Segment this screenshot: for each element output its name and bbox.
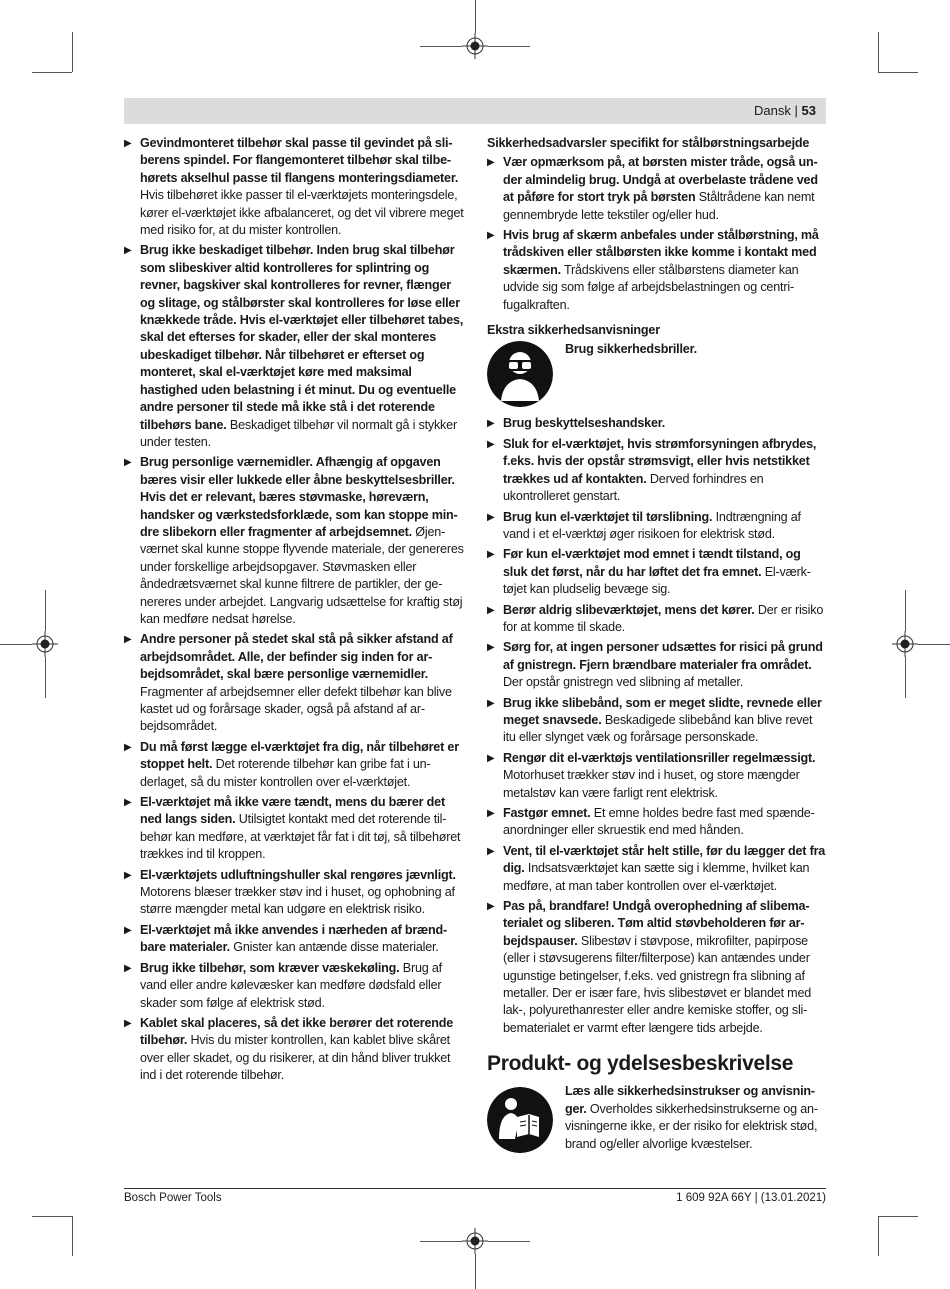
item-bold-text: Før kun el-værktøjet mod emnet i tændt tilstand, og sluk det først, når du har løftet det fra emnet. (503, 547, 801, 579)
bullet-icon: ▶ (124, 634, 132, 646)
safety-goggles-icon (487, 341, 553, 407)
crop-mark (878, 1216, 918, 1217)
footer-brand: Bosch Power Tools (124, 1192, 222, 1204)
item-text: Et emne holdes bedre fast med spændeanordninger eller skruestik end med hånden. (503, 806, 815, 838)
crop-mark (878, 1216, 879, 1256)
item-text: Hvis du mister kontrollen, kan kablet blive skåret over eller skadet, og du risikerer, at din hånd bliver trukket ind i det roterende tilbehør. (140, 1033, 451, 1083)
list-item (487, 227, 827, 314)
page-header (754, 103, 816, 118)
bullet-icon: ▶ (487, 438, 495, 450)
crop-mark (488, 46, 530, 47)
item-text: Ståltrådene kan nemt gennembryde lette tekstiler og/eller hud. (503, 190, 815, 222)
list-item (124, 794, 464, 864)
extra-heading: Ekstra sikkerhedsanvisninger (487, 323, 660, 338)
bullet-icon: ▶ (487, 752, 495, 764)
bullet-icon: ▶ (124, 457, 132, 469)
crop-mark (72, 1216, 73, 1256)
list-item (124, 135, 464, 239)
registration-mark-icon (462, 1228, 488, 1254)
bullet-icon: ▶ (487, 604, 495, 616)
item-text: Beskadiget tilbehør vil normalt gå i stykker under testen. (140, 417, 457, 449)
list-item (487, 843, 827, 895)
item-bold-text: Du må først lægge el-værktøjet fra dig, når tilbehøret er stoppet helt. (140, 739, 459, 772)
item-text: Slibestøv i støvpose, mikrofilter, papirpose (eller i støvsugerens filter/filterpose) kan antændes under ugunstige betingelser, f.eks. ved gnistregn fra slibning af metaller. Der er især fare, hvis slibestøvet er blandet med lak-, polyurethanrester eller andre kemiske stoffer, og slibematerialet er varmt efter længere tids arbejde. (503, 933, 812, 1035)
item-text: Hvis tilbehøret ikke passer til el-værktøjets monteringsdele, kører el-værktøjet ikke afbalanceret, og det vil vibrere meget med risiko for, at du mister kontrollen. (140, 188, 464, 238)
bullet-icon: ▶ (487, 230, 495, 242)
list-item (487, 602, 827, 637)
item-bold-text: Brug personlige værnemidler. Afhængig af opgaven bæres visir eller lukkede eller åbne beskyttelsesbriller. Hvis det er relevant, bæres støvmaske, høreværn, handsker og værkstedsforklæde, som kan stoppe mindre slibekorn eller fragmenter af arbejdsemnet. (140, 455, 458, 539)
registration-mark-icon (462, 33, 488, 59)
list-item (487, 415, 827, 432)
item-bold-text: Fastgør emnet. (503, 806, 591, 820)
item-text: Fragmenter af arbejdsemner eller defekt tilbehør kan blive kastet ud og forårsage skader, også på afstand af arbejdsområdet. (140, 684, 452, 734)
registration-mark-icon (32, 631, 58, 657)
item-bold-text: Sørg for, at ingen personer udsættes for risici på grund af gnistregn. Fjern brændbare materialer fra området. (503, 640, 823, 672)
item-bold-text: Vent, til el-værktøjet står helt stille, før du lægger det fra dig. (503, 843, 826, 876)
bullet-icon: ▶ (124, 869, 132, 881)
item-text: Gnister kan antænde disse materialer. (229, 940, 439, 955)
crop-mark (45, 657, 46, 698)
bullet-icon: ▶ (124, 1017, 132, 1029)
list-item (124, 739, 464, 791)
section-name: Dansk (754, 103, 791, 118)
header-separator: | (794, 103, 798, 118)
bullet-icon: ▶ (124, 245, 132, 257)
bullet-icon: ▶ (487, 845, 495, 857)
header-bar (124, 98, 826, 124)
read-text: Overholdes sikkerhedsinstrukserne og anvisningerne ikke, er der risiko for elektrisk stød, brand og/eller alvorlige kvæstelser. (565, 1101, 819, 1151)
list-item (487, 154, 827, 224)
crop-mark (475, 1254, 476, 1289)
bullet-icon: ▶ (487, 901, 495, 913)
list-item (487, 436, 827, 506)
bullet-icon: ▶ (487, 642, 495, 654)
item-bold-text: Pas på, brandfare! Undgå overophedning af slibematerialet og sliberen. Tøm altid støvbeholderen før arbejdspauser. (503, 899, 810, 948)
list-item (124, 960, 464, 1012)
bullet-icon: ▶ (124, 962, 132, 974)
list-item (487, 750, 827, 802)
item-text: Beskadigede slibebånd kan blive revet itu eller slynget væk og forårsage personskade. (503, 712, 813, 745)
item-bold-text: Kablet skal placeres, så det ikke berører det roterende tilbehør. (140, 1015, 454, 1048)
page-number: 53 (801, 103, 816, 118)
crop-mark (420, 46, 462, 47)
item-bold-text: El-værktøjet må ikke være tændt, mens du bærer det ned langs siden. (140, 795, 445, 827)
item-text: Det roterende tilbehør kan gribe fat i underlaget, så du mister kontrollen over el-værktøjet. (140, 757, 431, 789)
bullet-icon: ▶ (487, 511, 495, 523)
item-text: Der opstår gnistregn ved slibning af metaller. (503, 675, 744, 690)
list-item (487, 639, 827, 691)
item-text: Der er risiko for at komme til skade. (503, 602, 824, 634)
list-item (124, 631, 464, 735)
item-bold-text: El-værktøjets udluftningshuller skal rengøres jævnligt. (140, 867, 456, 882)
crop-mark (32, 1216, 72, 1217)
list-item (124, 867, 464, 919)
crop-mark (72, 32, 73, 72)
read-bold-text: Læs alle sikkerhedsinstrukser og anvisninger. (565, 1084, 816, 1116)
goggles-label: Brug sikkerhedsbriller. (565, 342, 697, 357)
bullet-icon: ▶ (487, 808, 495, 819)
crop-mark (0, 644, 32, 645)
item-bold-text: Brug ikke slibebånd, som er meget slidte, revnede eller meget snavsede. (503, 695, 822, 727)
crop-mark (878, 72, 918, 73)
list-item (487, 805, 827, 840)
item-text: Indsatsværktøjet kan sætte sig i klemme, hvilket kan medføre, at man taber kontrollen over el-værktøjet. (503, 861, 810, 893)
crop-mark (878, 32, 879, 72)
item-text: Brug af vand eller andre kølevæsker kan medføre dødsfald eller skader som følge af elektrisk stød. (140, 960, 442, 1010)
bullet-icon: ▶ (124, 797, 132, 809)
registration-mark-icon (892, 631, 918, 657)
bullet-icon: ▶ (487, 697, 495, 709)
bullet-icon: ▶ (487, 157, 495, 169)
crop-mark (475, 0, 476, 33)
steel-brush-heading: Sikkerhedsadvarsler specifikt for stålbørstningsarbejde (487, 136, 810, 150)
item-bold-text: El-værktøjet må ikke anvendes i nærheden af brændbare materialer. (140, 922, 448, 955)
item-text: Trådskivens eller stålbørstens diameter kan udvide sig som følge af arbejdsbelastningen og centrifugalkraften. (503, 262, 799, 312)
item-bold-text: Brug kun el-værktøjet til tørslibning. (503, 509, 713, 524)
read-manual-icon (487, 1087, 553, 1153)
item-bold-text: Brug ikke beskadiget tilbehør. Inden brug skal tilbehør som slibeskiver altid kontrolleres for splintring og revner, bagskiver skal kontrolleres for revner, flænger og slitage, og stålbørster skal kontrolleres for løse eller knækkede tråde. Hvis el-værktøjet eller tilbehøret tabes, skal det efterses for skader, eller der skal monteres ubeskadiget tilbehør. Når tilbehøret er efterset og monteret, skal el-værktøjet køre med maksimal hastighed uden belastning i ét minut. Du og eventuelle andre personer til stede må ikke stå i det roterende tilbehørs bane. (140, 243, 464, 432)
item-bold-text: Rengør dit el-værktøjs ventilationsriller regelmæssigt. (503, 750, 816, 765)
list-item (124, 1015, 464, 1085)
list-item (487, 695, 827, 747)
list-item (124, 242, 464, 451)
item-bold-text: Andre personer på stedet skal stå på sikker afstand af arbejdsområdet. Alle, der befinder sig inden for arbejdsområdet, skal bære personlige værnemidler. (140, 632, 453, 682)
item-bold-text: Vær opmærksom på, at børsten mister tråde, også under almindelig brug. Undgå at overbelaste trådene ved at påføre for stort tryk på børsten (503, 155, 818, 205)
list-item (487, 546, 827, 598)
list-item (124, 454, 464, 628)
item-bold-text: Brug beskyttelseshandsker. (503, 416, 666, 431)
item-text: Indtrængning af vand i et el-værktøj øger risikoen for elektrisk stød. (503, 509, 801, 541)
item-text: Derved forhindres en ukontrolleret genstart. (503, 471, 764, 504)
bullet-icon: ▶ (124, 138, 132, 149)
bullet-icon: ▶ (124, 924, 132, 936)
list-item (487, 898, 827, 1037)
item-text: Øjenværnet skal kunne stoppe flyvende materiale, der genereres under forskellige arbejdsopgaver. Støvmasken eller åndedrætsværnet skal kunne filtrere de partikler, der genereres under arbejdet. Langvarig udsættelse for kraftig støj kan medføre nedsat hørelse. (140, 524, 464, 626)
item-bold-text: Sluk for el-værktøjet, hvis strømforsyningen afbrydes, f.eks. hvis der opstår strømsvigt, eller hvis netstikket trækkes ud af kontakten. (503, 436, 817, 486)
crop-mark (918, 644, 950, 645)
item-bold-text: Brug ikke tilbehør, som kræver væskekøling. (140, 960, 400, 975)
right-column (487, 135, 827, 1153)
goggles-block (487, 341, 827, 411)
footer-document-id: 1 609 92A 66Y | (13.01.2021) (676, 1192, 826, 1204)
list-item (487, 509, 827, 544)
item-text: Utilsigtet kontakt med det roterende tilbehør kan medføre, at værktøjet får fat i dit tøj, så tilbehøret trækkes ind til kroppen. (140, 812, 461, 862)
crop-mark (420, 1241, 462, 1242)
item-bold-text: Berør aldrig slibeværktøjet, mens det kører. (503, 602, 755, 617)
bullet-icon: ▶ (487, 549, 495, 561)
bullet-icon: ▶ (487, 418, 495, 430)
bullet-icon: ▶ (124, 741, 132, 753)
product-section-title: Produkt- og ydelsesbeskrivelse (487, 1052, 794, 1076)
item-text: Motorhuset trækker støv ind i huset, og store mængder metalstøv kan være farligt rent elektrisk. (503, 768, 800, 800)
item-text: Motorens blæser trækker støv ind i huset, og ophobning af større mængder metal kan udgøre en elektrisk risiko. (140, 885, 455, 917)
list-item (124, 922, 464, 957)
item-bold-text: Hvis brug af skærm anbefales under stålbørstning, må trådskiven eller stålbørsten ikke komme i kontakt med skærmen. (503, 228, 819, 277)
crop-mark (905, 657, 906, 698)
crop-mark (905, 590, 906, 631)
crop-mark (45, 590, 46, 631)
read-manual-block (487, 1083, 827, 1153)
item-bold-text: Gevindmonteret tilbehør skal passe til gevindet på sliberens spindel. For flangemonteret tilbehør skal tilbehørets akselhul passe til flangens monteringsdiameter. (140, 136, 459, 185)
item-text: El-værktøjet kan pludselig bevæge sig. (503, 564, 811, 597)
left-column (124, 135, 464, 1088)
crop-mark (32, 72, 72, 73)
footer-divider (124, 1188, 826, 1189)
crop-mark (488, 1241, 530, 1242)
